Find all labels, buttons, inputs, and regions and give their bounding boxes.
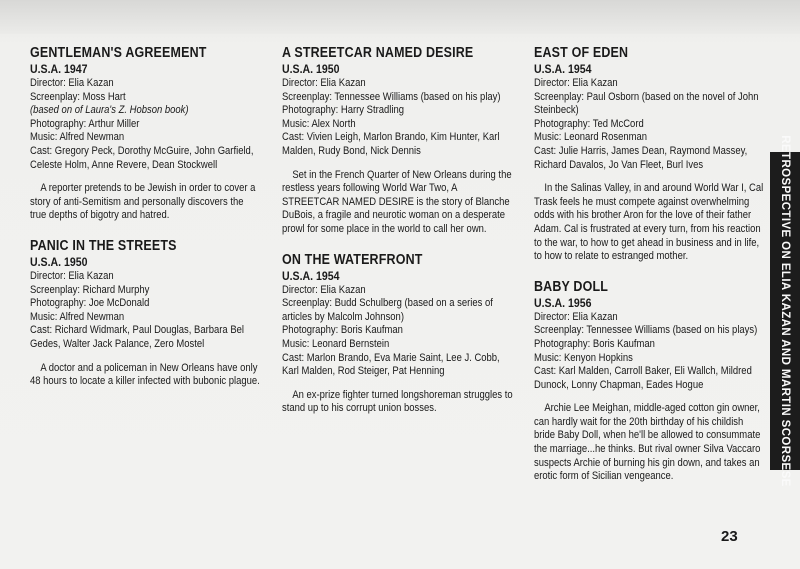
film-title: GENTLEMAN'S AGREEMENT bbox=[30, 45, 207, 61]
column-2 bbox=[282, 44, 514, 430]
film-director: Director: Elia Kazan bbox=[534, 77, 618, 89]
film-title: PANIC IN THE STREETS bbox=[30, 237, 177, 254]
film-cast: Cast: Karl Malden, Carroll Baker, Eli Wallch, Mildred Dunock, Lonny Chapman, Eades Hogue bbox=[534, 365, 752, 391]
film-synopsis: An ex-prize fighter turned longshoreman struggles to stand up to his corrupt union bosses. bbox=[282, 388, 513, 415]
film-title: BABY DOLL bbox=[534, 278, 609, 295]
film-music: Music: Leonard Bernstein bbox=[282, 337, 390, 350]
film-director: Director: Elia Kazan bbox=[282, 77, 366, 89]
film-entry bbox=[30, 44, 262, 223]
film-director: Director: Elia Kazan bbox=[534, 310, 618, 323]
film-screenplay: Screenplay: Paul Osborn (based on the novel of John Steinbeck) bbox=[534, 90, 759, 117]
film-year: U.S.A. 1956 bbox=[534, 295, 592, 310]
film-screenplay: Screenplay: Tennessee Williams (based on his play) bbox=[282, 90, 501, 103]
film-cast: Cast: Julie Harris, James Dean, Raymond Massey, Richard Davalos, Jo Van Fleet, Burl Ives bbox=[534, 144, 748, 171]
film-cast: Cast: Richard Widmark, Paul Douglas, Barbara Bel Gedes, Walter Jack Palance, Zero Mostel bbox=[30, 324, 244, 350]
film-cast: Cast: Vivien Leigh, Marlon Brando, Kim Hunter, Karl Malden, Rudy Bond, Nick Dennis bbox=[282, 131, 500, 157]
page-number: 23 bbox=[721, 528, 738, 545]
film-music: Music: Leonard Rosenman bbox=[534, 131, 648, 144]
film-year: U.S.A. 1950 bbox=[282, 62, 340, 76]
film-entry bbox=[534, 278, 766, 484]
film-cast: Cast: Marlon Brando, Eva Marie Saint, Lee J. Cobb, Karl Malden, Rod Steiger, Pat Henning bbox=[282, 351, 500, 378]
film-director: Director: Elia Kazan bbox=[30, 269, 114, 282]
film-year: U.S.A. 1947 bbox=[30, 62, 88, 76]
film-music: Music: Alex North bbox=[282, 117, 356, 130]
film-music: Music: Alfred Newman bbox=[30, 310, 125, 323]
film-title: A STREETCAR NAMED DESIRE bbox=[282, 45, 474, 61]
film-synopsis: Set in the French Quarter of New Orleans during the restless years following World War Two, A STREETCAR NAMED DESIRE is the story of Blanche DuBois, a fragile and neurotic woman on a desperate prowl for some place in the world to call her own. bbox=[282, 168, 512, 235]
film-synopsis: Archie Lee Meighan, middle-aged cotton gin owner, can hardly wait for the 20th birthday of his childish bride Baby Doll, when he'll be allowed to consummate the marriage...he thinks. But rival owner Silva Vaccaro suspects Archie of burning his gin down, and takes an erotic form of Sicilian vengeance. bbox=[534, 402, 761, 483]
column-3 bbox=[534, 44, 766, 498]
film-photography: Photography: Boris Kaufman bbox=[534, 337, 655, 350]
film-entry bbox=[282, 251, 514, 416]
section-spine-label: RETROSPECTIVE ON ELIA KAZAN AND MARTIN SCORSESE bbox=[779, 135, 791, 487]
film-photography: Photography: Ted McCord bbox=[534, 117, 644, 130]
film-entry bbox=[282, 44, 514, 237]
film-year: U.S.A. 1954 bbox=[534, 62, 592, 76]
film-year: U.S.A. 1954 bbox=[282, 268, 340, 283]
column-1 bbox=[30, 44, 262, 403]
previous-page-edge bbox=[0, 0, 800, 34]
film-director: Director: Elia Kazan bbox=[282, 283, 366, 296]
film-screenplay: Screenplay: Budd Schulberg (based on a series of articles by Malcolm Johnson) bbox=[282, 297, 493, 323]
film-screenplay: Screenplay: Richard Murphy bbox=[30, 283, 150, 296]
film-year: U.S.A. 1950 bbox=[30, 254, 88, 269]
film-cast: Cast: Gregory Peck, Dorothy McGuire, John Garfield, Celeste Holm, Anne Revere, Dean Stockwell bbox=[30, 144, 254, 171]
film-entry bbox=[30, 237, 262, 389]
film-title: EAST OF EDEN bbox=[534, 45, 629, 61]
film-music: Music: Kenyon Hopkins bbox=[534, 351, 633, 364]
film-entry bbox=[534, 44, 766, 264]
film-synopsis: A doctor and a policeman in New Orleans have only 48 hours to locate a killer infected with bubonic plague. bbox=[30, 361, 260, 388]
film-photography: Photography: Harry Stradling bbox=[282, 104, 404, 117]
film-music: Music: Alfred Newman bbox=[30, 131, 125, 144]
film-screenplay: Screenplay: Moss Hart bbox=[30, 90, 126, 103]
film-title: ON THE WATERFRONT bbox=[282, 251, 423, 268]
film-photography: Photography: Arthur Miller bbox=[30, 117, 140, 130]
film-photography: Photography: Joe McDonald bbox=[30, 297, 150, 310]
film-director: Director: Elia Kazan bbox=[30, 77, 114, 89]
film-photography: Photography: Boris Kaufman bbox=[282, 324, 403, 337]
film-synopsis: A reporter pretends to be Jewish in order to cover a story of anti-Semitism and personally discovers the true depths of bigotry and hatred. bbox=[30, 182, 256, 222]
film-screenplay-source: (based on of Laura's Z. Hobson book) bbox=[30, 104, 189, 117]
film-synopsis: In the Salinas Valley, in and around World War I, Cal Trask feels he must compete against overwhelming odds with his brother Aron for the love of their father Adam. Cal is frustrated at every turn, from his reaction to the war, to how to get ahead in business and in life, to how to relate to estranged mother. bbox=[534, 182, 764, 263]
film-screenplay: Screenplay: Tennessee Williams (based on his plays) bbox=[534, 324, 758, 337]
